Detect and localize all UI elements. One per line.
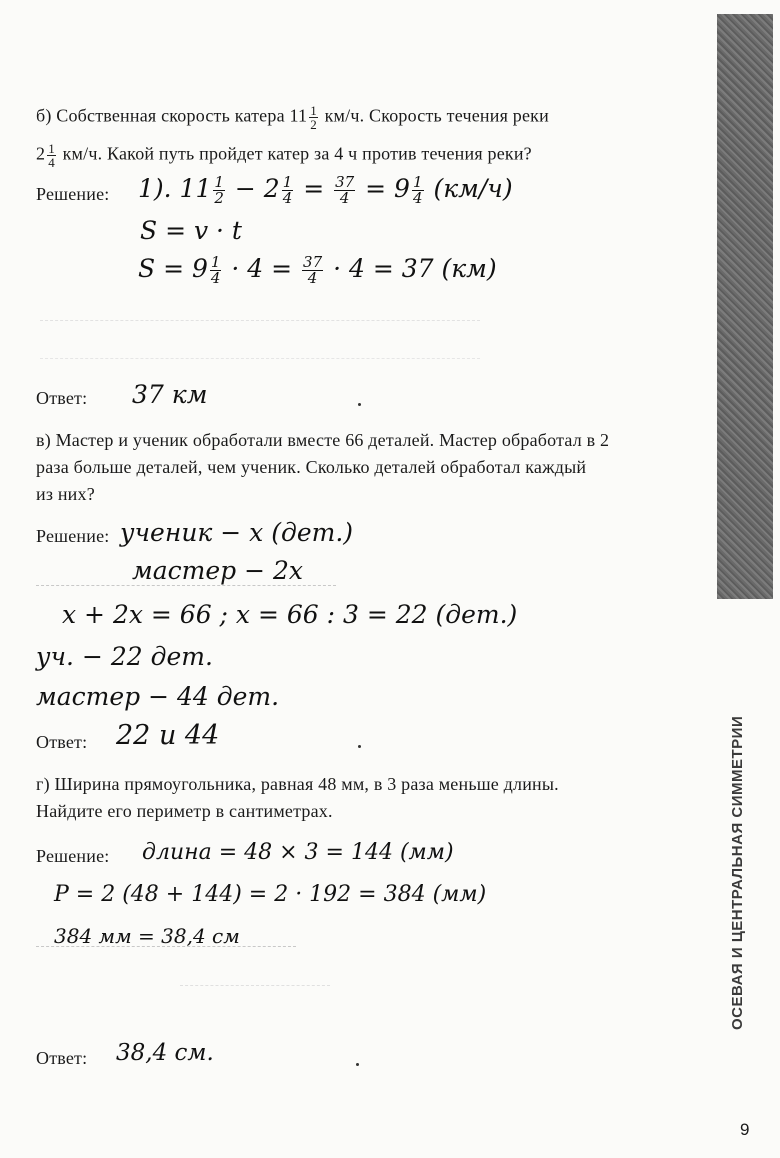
task-v-answer-label: Ответ: xyxy=(36,732,88,752)
task-v-line-1: в) Мастер и ученик обработали вместе 66 деталей. Мастер обработал в 2 xyxy=(36,430,610,450)
task-v-handwriting-3: x + 2x = 66 ; x = 66 : 3 = 22 (дет.) xyxy=(62,600,518,629)
task-b-answer-value: 37 км xyxy=(132,380,208,409)
task-v-line-2: раза больше деталей, чем ученик. Сколько деталей обработал каждый xyxy=(36,457,587,477)
ruled-line xyxy=(180,985,330,986)
task-v-line-3: из них? xyxy=(36,484,95,504)
ruled-line xyxy=(36,585,336,586)
ruled-line xyxy=(36,946,296,947)
task-v-handwriting-4: уч. − 22 дет. xyxy=(36,642,213,671)
task-g-handwriting-1: длина = 48 × 3 = 144 (мм) xyxy=(142,840,454,865)
task-b-line-1: б) Собственная скорость катера 11 $\frac{1}{2}$ км/ч. Скорость течения реки xyxy=(36,103,549,132)
task-g-line-2: Найдите его периметр в сантиметрах. xyxy=(36,801,333,821)
task-b-handwriting-2: S = v · t xyxy=(140,216,242,245)
page-number: 9 xyxy=(740,1120,750,1139)
task-g-handwriting-3: 384 мм = 38,4 см xyxy=(54,924,240,948)
task-g-line-1: г) Ширина прямоугольника, равная 48 мм, в 3 раза меньше длины. xyxy=(36,774,559,794)
dot-mark xyxy=(356,1063,359,1066)
task-b-handwriting-3: S = 9 $\frac{1}{4}$ · 4 = $\frac{37}{4}$ · 4 = 37 (км) xyxy=(138,253,497,287)
task-g-answer-label: Ответ: xyxy=(36,1048,88,1068)
task-b-answer-label: Ответ: xyxy=(36,388,88,408)
ruled-line xyxy=(40,320,480,321)
task-b-solution-label: Решение: xyxy=(36,184,110,204)
task-v-answer-value: 22 и 44 xyxy=(116,720,220,751)
task-g-answer-value: 38,4 см. xyxy=(116,1040,214,1066)
task-v-handwriting-5: мастер − 44 дет. xyxy=(36,682,280,711)
dot-mark xyxy=(358,745,361,748)
task-b-handwriting-1: 1). 11 $\frac{1}{2}$ − 2 $\frac{1}{4}$ = $\frac{37}{4}$ = 9 $\frac{1}{4}$ (км/ч) xyxy=(138,173,513,207)
fraction: $\frac{1}{4}$ xyxy=(48,141,55,170)
fraction: $\frac{1}{2}$ xyxy=(310,103,317,132)
task-v-solution-label: Решение: xyxy=(36,526,110,546)
task-g-solution-label: Решение: xyxy=(36,846,110,866)
task-g-handwriting-2: P = 2 (48 + 144) = 2 · 192 = 384 (мм) xyxy=(54,882,487,907)
task-v-handwriting-1: ученик − x (дет.) xyxy=(120,518,354,547)
dot-mark xyxy=(358,403,361,406)
task-v-handwriting-2: мастер − 2x xyxy=(132,556,303,585)
chapter-title: ОСЕВАЯ И ЦЕНТРАЛЬНАЯ СИММЕТРИИ xyxy=(729,715,746,1030)
task-b-line-2: 2 $\frac{1}{4}$ км/ч. Какой путь пройдет катер за 4 ч против течения реки? xyxy=(36,141,532,170)
ruled-line xyxy=(40,358,480,359)
sidebar-texture xyxy=(717,14,773,599)
